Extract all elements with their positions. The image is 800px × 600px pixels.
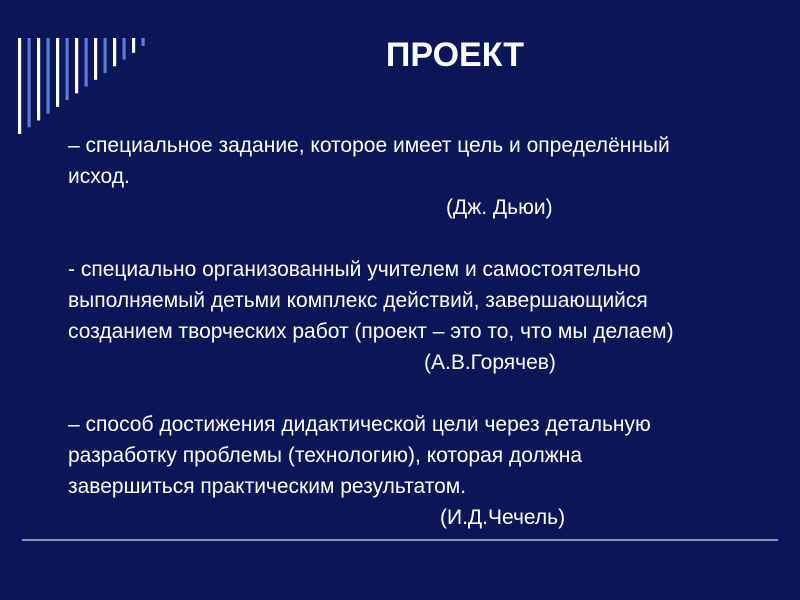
spacer bbox=[68, 378, 768, 409]
definition-2-line-3: созданием творческих работ (проект – это то, что мы делаем) bbox=[68, 320, 674, 343]
definition-3-line-3: завершиться практическим результатом. bbox=[68, 475, 467, 498]
slide-title: ПРОЕКТ bbox=[385, 36, 525, 74]
definition-2-line-2: выполняемый детьми комплекс действий, завершающийся bbox=[68, 289, 648, 312]
definition-2-line-1: - специально организованный учителем и самостоятельно bbox=[68, 258, 641, 281]
definition-1-line-1: – специальное задание, которое имеет цель и определённый bbox=[68, 134, 670, 157]
definition-1-author: (Дж. Дьюи) bbox=[446, 196, 553, 219]
definition-3-author: (И.Д.Чечель) bbox=[440, 506, 566, 529]
bottom-divider bbox=[22, 539, 778, 541]
definition-3-line-2: разработку проблемы (технологию), которая должна bbox=[68, 444, 583, 467]
definition-1-line-2: исход. bbox=[68, 165, 130, 188]
definition-3-line-1: – способ достижения дидактической цели через детальную bbox=[68, 413, 651, 436]
definition-3 bbox=[68, 409, 768, 533]
definition-2-author: (А.В.Горячев) bbox=[424, 351, 556, 374]
definition-1 bbox=[68, 130, 768, 223]
slide-body bbox=[68, 130, 768, 533]
definition-2 bbox=[68, 254, 768, 378]
spacer bbox=[68, 223, 768, 254]
